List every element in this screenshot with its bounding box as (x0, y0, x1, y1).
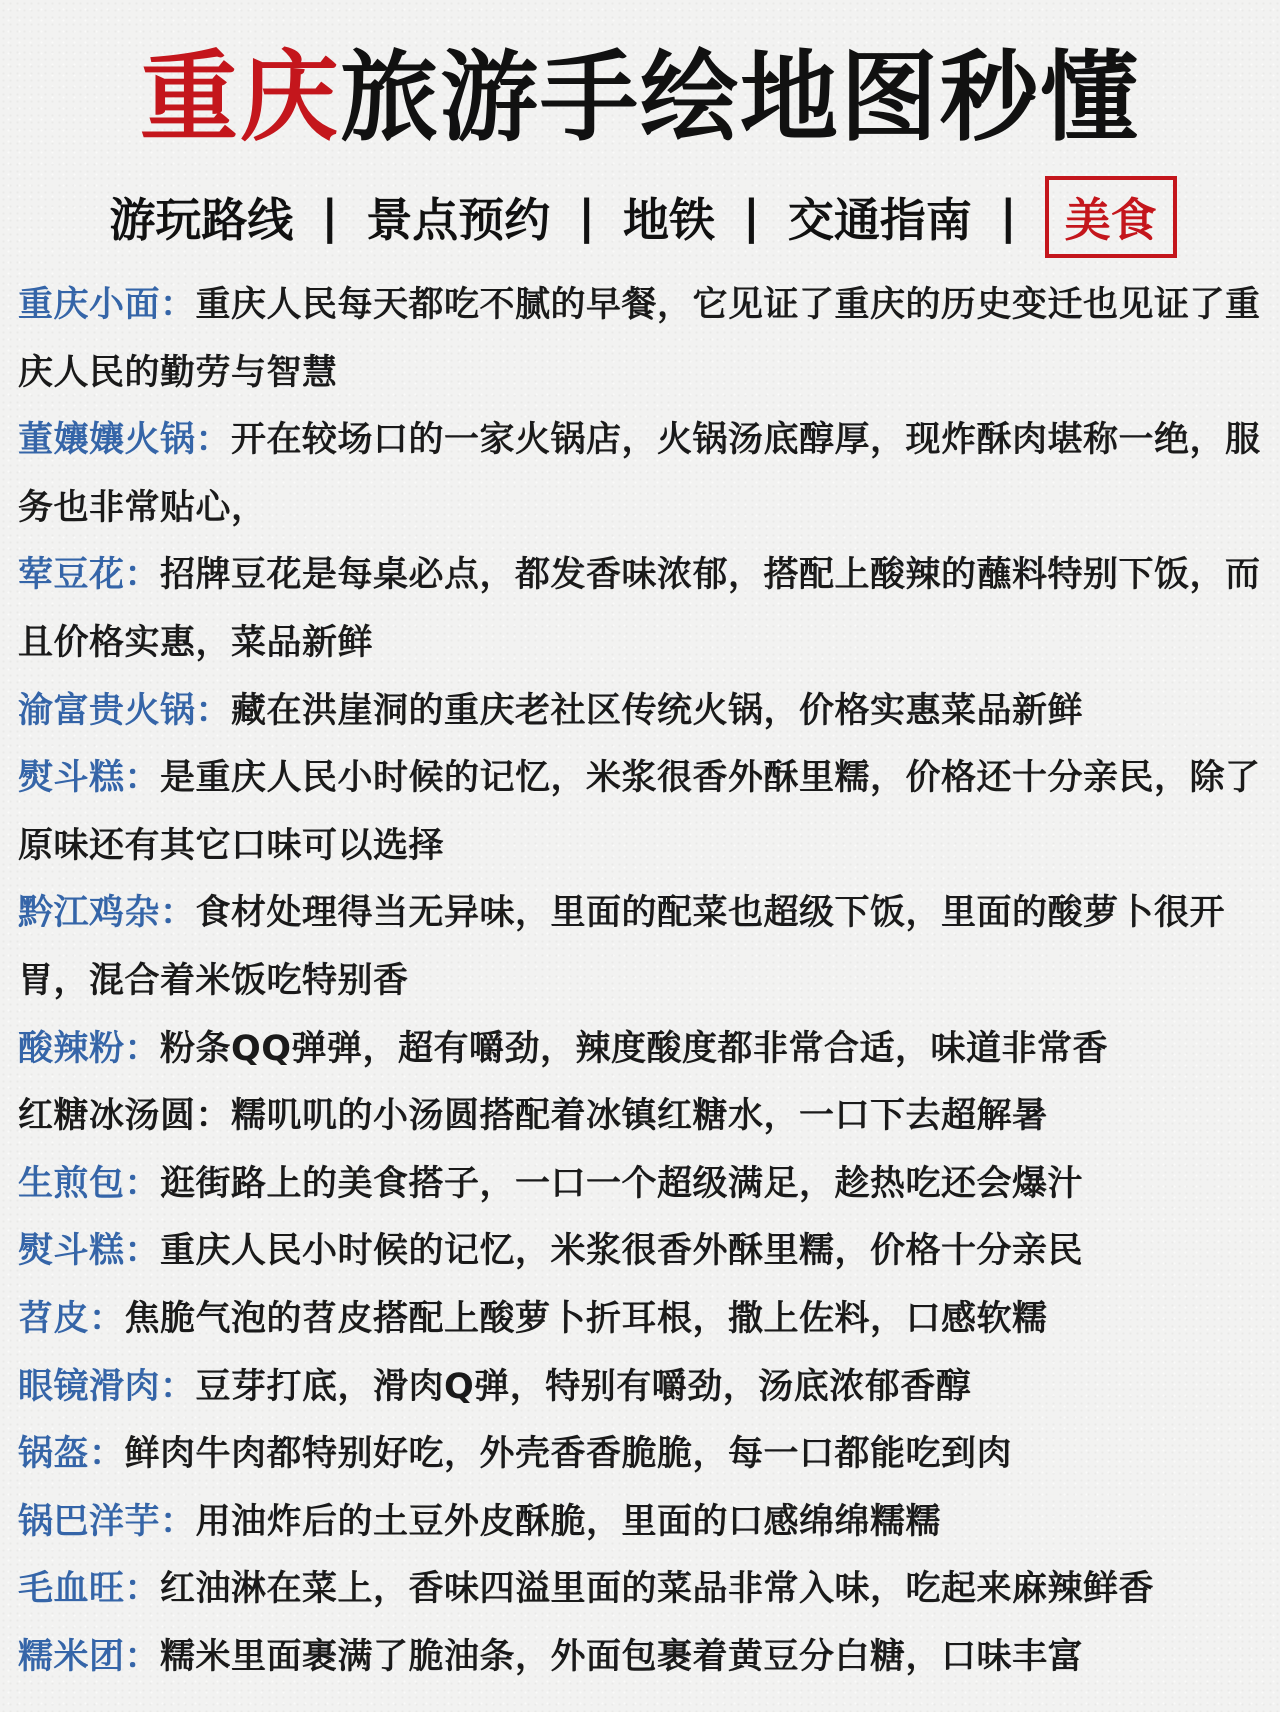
food-entry (18, 1083, 1262, 1151)
food-entry (18, 1421, 1262, 1489)
food-description: 逛街路上的美食搭子，一口一个超级满足，趁热吃还会爆汁 (160, 1163, 1084, 1204)
food-name: 董孃孃火锅： (18, 420, 232, 461)
food-name: 黔江鸡杂： (18, 893, 196, 934)
food-entry (18, 1624, 1262, 1692)
food-name: 熨斗糕： (18, 1231, 161, 1272)
food-name: 熨斗糕： (18, 758, 161, 799)
food-description: 焦脆气泡的苕皮搭配上酸萝卜折耳根，撒上佐料，口感软糯 (124, 1298, 1048, 1339)
nav-separator: | (743, 190, 760, 244)
nav-item-food-active[interactable]: 美食 (1045, 176, 1177, 258)
food-name: 生煎包： (18, 1163, 161, 1204)
food-name: 毛血旺： (18, 1569, 161, 1610)
food-name: 酸辣粉： (18, 1028, 161, 1069)
food-entry (18, 542, 1262, 677)
food-entry (18, 1286, 1262, 1354)
nav-item-routes[interactable]: 游玩路线 (109, 193, 294, 247)
food-name: 重庆小面： (18, 285, 196, 325)
food-entry (18, 1354, 1262, 1422)
food-name: 锅盔： (18, 1434, 125, 1475)
food-entry (18, 1218, 1262, 1286)
food-entry (18, 272, 1262, 407)
food-description: 糯米里面裹满了脆油条，外面包裹着黄豆分白糖，口味丰富 (160, 1636, 1084, 1677)
nav-item-metro[interactable]: 地铁 (623, 193, 715, 247)
food-name: 渝富贵火锅： (18, 690, 232, 731)
nav-separator: | (578, 190, 595, 244)
page-title (18, 0, 1262, 168)
food-description: 食材处理得当无异味，里面的配菜也超级下饭，里面的酸萝卜很开胃，混合着米饭吃特别香 (18, 893, 1226, 1001)
food-description: 是重庆人民小时候的记忆，米浆很香外酥里糯，价格还十分亲民，除了原味还有其它口味可以选择 (18, 758, 1261, 866)
food-name: 锅巴洋芋： (18, 1501, 196, 1542)
nav-item-transport[interactable]: 交通指南 (787, 193, 972, 247)
title-rest: 旅游手绘地图秒懂 (340, 41, 1141, 155)
food-description: 用油炸后的土豆外皮酥脆，里面的口感绵绵糯糯 (195, 1501, 942, 1542)
food-description: 开在较场口的一家火锅店，火锅汤底醇厚，现炸酥肉堪称一绝，服务也非常贴心， (18, 420, 1261, 528)
nav-item-booking[interactable]: 景点预约 (366, 193, 551, 247)
food-name: 糯米团： (18, 1636, 161, 1677)
title-highlight: 重庆 (139, 41, 340, 155)
food-description: 招牌豆花是每桌必点，都发香味浓郁，搭配上酸辣的蘸料特别下饭，而且价格实惠，菜品新鲜 (18, 555, 1261, 663)
food-description: 糯叽叽的小汤圆搭配着冰镇红糖水，一口下去超解暑 (231, 1096, 1048, 1137)
food-entry (18, 1556, 1262, 1624)
food-description: 豆芽打底，滑肉Q弹，特别有嚼劲，汤底浓郁香醇 (195, 1366, 972, 1407)
food-list (18, 272, 1262, 1691)
food-description: 红油淋在菜上，香味四溢里面的菜品非常入味，吃起来麻辣鲜香 (160, 1569, 1155, 1610)
food-description: 鲜肉牛肉都特别好吃，外壳香香脆脆，每一口都能吃到肉 (124, 1434, 1013, 1475)
food-entry (18, 407, 1262, 542)
food-name: 眼镜滑肉： (18, 1366, 196, 1407)
food-description: 重庆人民小时候的记忆，米浆很香外酥里糯，价格十分亲民 (160, 1231, 1084, 1272)
nav-separator: | (321, 190, 339, 244)
food-entry (18, 1151, 1262, 1219)
food-description: 粉条QQ弹弹，超有嚼劲，辣度酸度都非常合适，味道非常香 (160, 1028, 1109, 1069)
food-description: 重庆人民每天都吃不腻的早餐，它见证了重庆的历史变迁也见证了重庆人民的勤劳与智慧 (18, 285, 1261, 393)
food-description: 藏在洪崖洞的重庆老社区传统火锅，价格实惠菜品新鲜 (231, 690, 1084, 731)
food-name: 红糖冰汤圆： (18, 1096, 232, 1137)
category-nav (18, 162, 1262, 272)
food-name: 荤豆花： (18, 555, 161, 596)
food-entry (18, 745, 1262, 880)
food-entry (18, 880, 1262, 1015)
food-name: 苕皮： (18, 1298, 125, 1339)
food-entry (18, 1489, 1262, 1557)
food-entry (18, 1016, 1262, 1084)
food-entry (18, 678, 1262, 746)
nav-separator: | (999, 190, 1017, 244)
